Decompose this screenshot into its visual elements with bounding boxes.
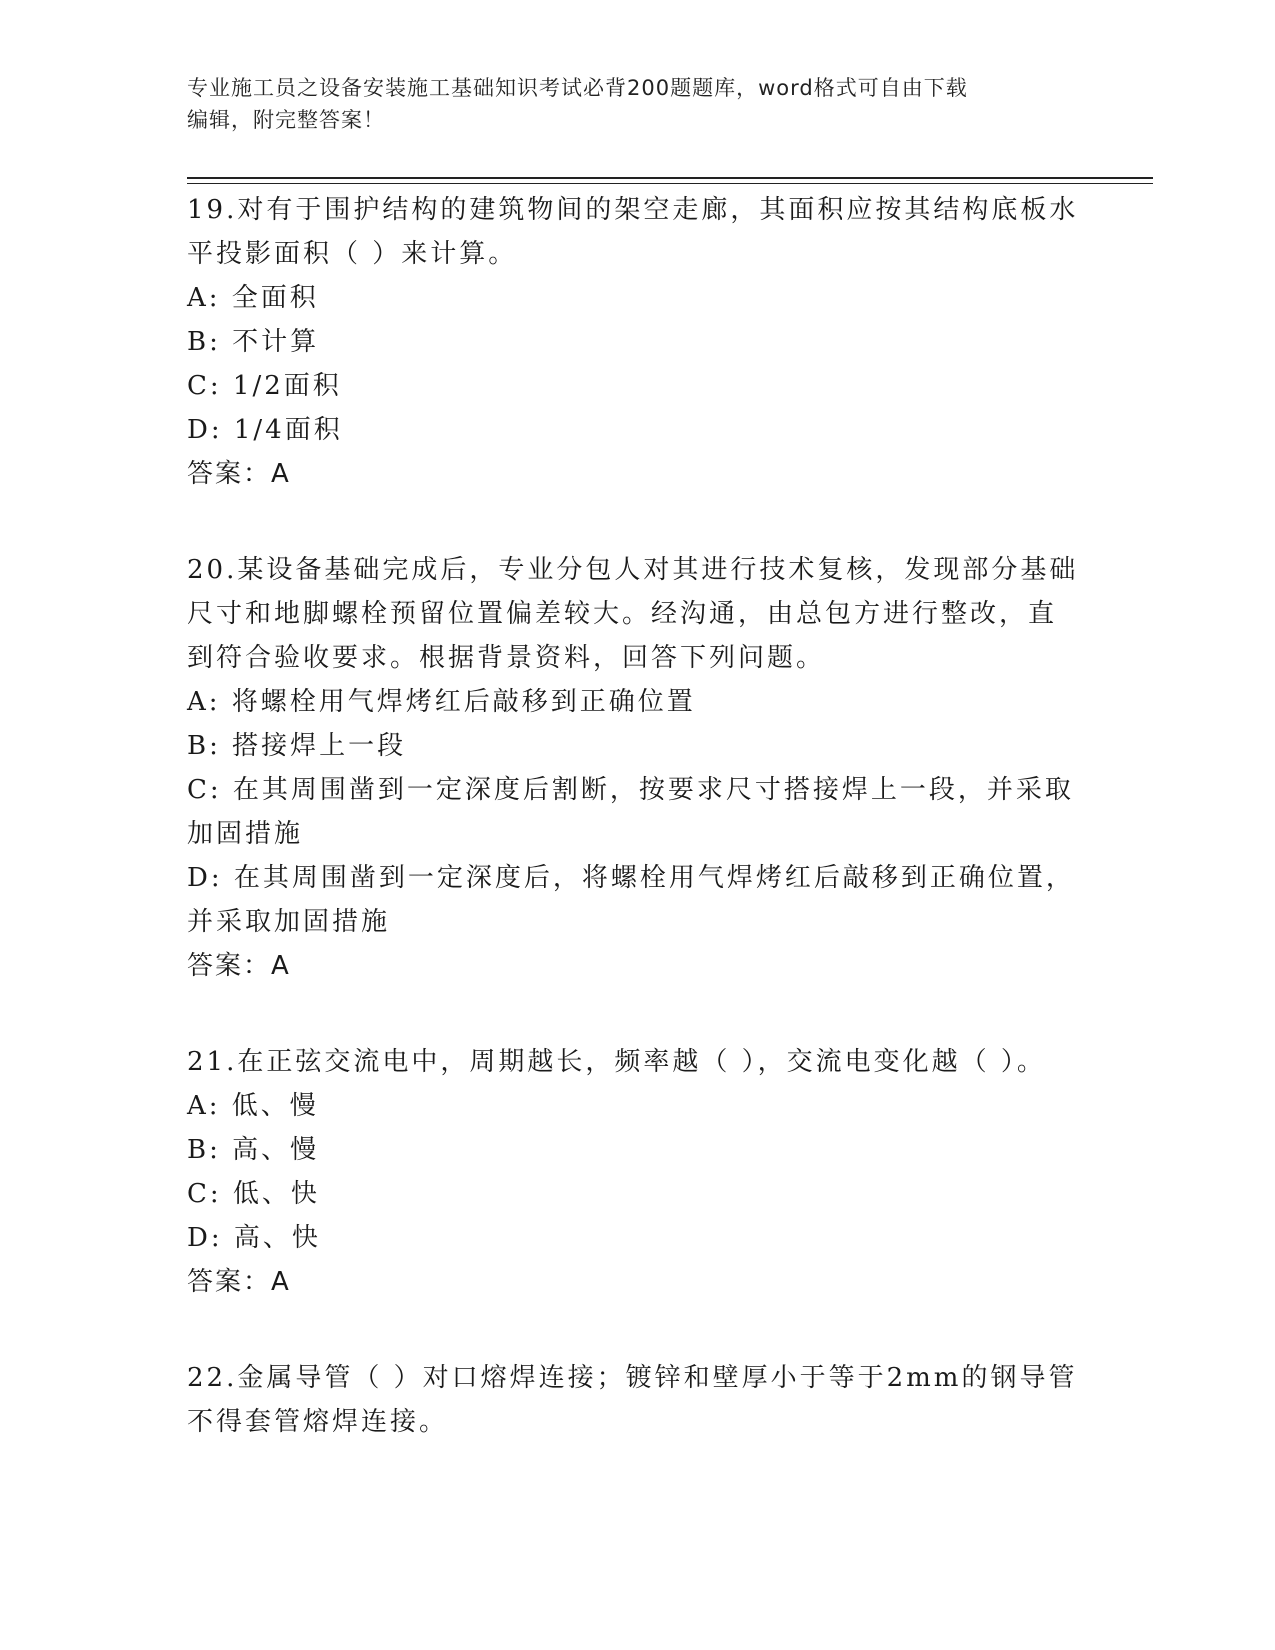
question-20-option-c-line-1: C: 在其周围凿到一定深度后割断，按要求尺寸搭接焊上一段，并采取 <box>187 775 1074 805</box>
question-20-stem-line-1: 20.某设备基础完成后，专业分包人对其进行技术复核，发现部分基础 <box>187 555 1079 585</box>
question-19-stem-line-2: 平投影面积（ ）来计算。 <box>187 239 518 269</box>
question-20-option-a: A: 将螺栓用气焊烤红后敲移到正确位置 <box>187 687 696 717</box>
question-20-option-d-line-2: 并采取加固措施 <box>187 907 391 937</box>
question-21-option-d: D: 高、快 <box>187 1223 321 1253</box>
header-line-2: 编辑，附完整答案！ <box>187 108 385 132</box>
question-19-option-a: A: 全面积 <box>187 283 319 313</box>
question-19-option-c: C: 1/2面积 <box>187 371 342 401</box>
question-19-option-d: D: 1/4面积 <box>187 415 343 445</box>
question-21-option-a: A: 低、慢 <box>187 1091 319 1121</box>
question-22-stem-line-2: 不得套管熔焊连接。 <box>187 1407 449 1437</box>
question-20-answer: 答案：A <box>187 951 291 981</box>
question-22-stem-line-1: 22.金属导管（ ）对口熔焊连接；镀锌和壁厚小于等于2mm的钢导管 <box>187 1363 1078 1393</box>
question-20-stem-line-2: 尺寸和地脚螺栓预留位置偏差较大。经沟通，由总包方进行整改，直 <box>187 599 1058 629</box>
question-19-option-b: B: 不计算 <box>187 327 320 357</box>
header-divider-thin <box>187 183 1153 184</box>
question-20-option-c-line-2: 加固措施 <box>187 819 304 849</box>
question-20-option-d-line-1: D: 在其周围凿到一定深度后，将螺栓用气焊烤红后敲移到正确位置， <box>187 863 1075 893</box>
question-19-answer: 答案：A <box>187 459 291 489</box>
question-19-stem-line-1: 19.对有于围护结构的建筑物间的架空走廊，其面积应按其结构底板水 <box>187 195 1079 225</box>
question-20-option-b: B: 搭接焊上一段 <box>187 731 407 761</box>
question-21-stem-line-1: 21.在正弦交流电中，周期越长，频率越（ ），交流电变化越（ ）。 <box>187 1047 1046 1077</box>
document-header <box>187 72 1067 136</box>
question-21-option-b: B: 高、慢 <box>187 1135 320 1165</box>
header-divider-thick <box>187 177 1153 179</box>
question-21-answer: 答案：A <box>187 1267 291 1297</box>
question-20-stem-line-3: 到符合验收要求。根据背景资料，回答下列问题。 <box>187 643 826 673</box>
header-line-1: 专业施工员之设备安装施工基础知识考试必背200题题库，word格式可自由下载 <box>187 76 968 100</box>
question-21-option-c: C: 低、快 <box>187 1179 320 1209</box>
